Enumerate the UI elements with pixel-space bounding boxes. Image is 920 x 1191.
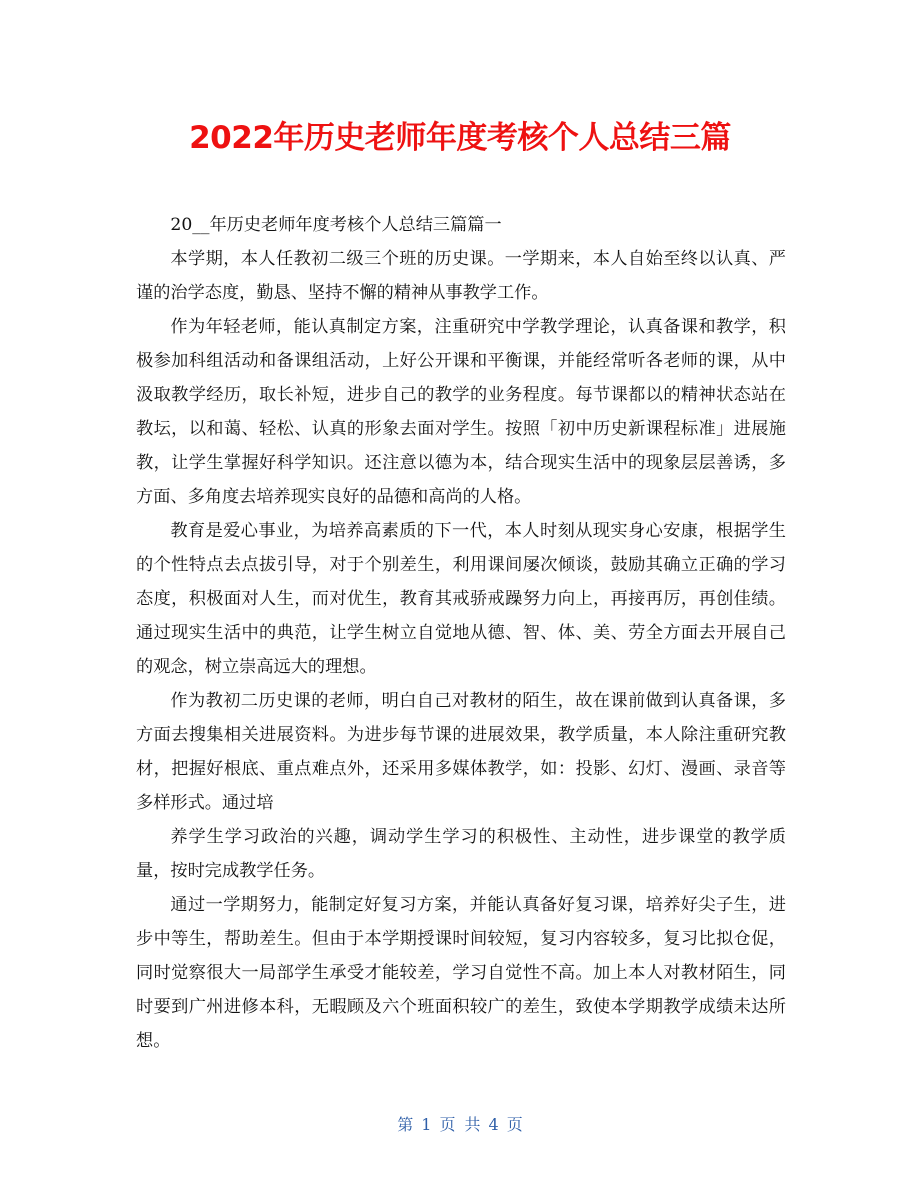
document-body: [136, 208, 786, 1058]
paragraph: 通过一学期努力，能制定好复习方案，并能认真备好复习课，培养好尖子生，进步中等生，帮助差生。但由于本学期授课时间较短，复习内容较多，复习比拟仓促，同时觉察很大一局部学生承受才能较差，学习自觉性不高。加上本人对教材陌生，同时要到广州进修本科，无暇顾及六个班面积较广的差生，致使本学期教学成绩未达所想。: [136, 895, 786, 1051]
footer-total-pages: 4: [488, 1115, 499, 1134]
document-title: 2022年历史老师年度考核个人总结三篇: [189, 120, 731, 156]
paragraph: 养学生学习政治的兴趣，调动学生学习的积极性、主动性，进步课堂的教学质量，按时完成教学任务。: [136, 827, 786, 881]
paragraph: 作为教初二历史课的老师，明白自己对教材的陌生，故在课前做到认真备课，多方面去搜集相关进展资料。为进步每节课的进展效果，教学质量，本人除注重研究教材，把握好根底、重点难点外，还采用多媒体教学，如：投影、幻灯、漫画、录音等多样形式。通过培: [136, 691, 786, 813]
footer-suffix: 页: [506, 1115, 523, 1134]
footer-current-page: 1: [421, 1115, 432, 1134]
footer-middle: 页 共: [439, 1115, 481, 1134]
section-heading: 20__年历史老师年度考核个人总结三篇篇一: [170, 215, 502, 235]
paragraph: 作为年轻老师，能认真制定方案，注重研究中学教学理论，认真备课和教学，积极参加科组活动和备课组活动，上好公开课和平衡课，并能经常听各老师的课，从中汲取教学经历，取长补短，进步自己的教学的业务程度。每节课都以的精神状态站在教坛，以和蔼、轻松、认真的形象去面对学生。按照「初中历史新课程标准」进展施教，让学生掌握好科学知识。还注意以德为本，结合现实生活中的现象层层善诱，多方面、多角度去培养现实良好的品德和高尚的人格。: [136, 317, 786, 507]
page-footer: [0, 1112, 920, 1135]
paragraph: 教育是爱心事业，为培养高素质的下一代，本人时刻从现实身心安康，根据学生的个性特点去点拔引导，对于个别差生，利用课间屡次倾谈，鼓励其确立正确的学习态度，积极面对人生，而对优生，教育其戒骄戒躁努力向上，再接再厉，再创佳绩。通过现实生活中的典范，让学生树立自觉地从德、智、体、美、劳全方面去开展自己的观念，树立崇高远大的理想。: [136, 521, 786, 677]
paragraph: 本学期，本人任教初二级三个班的历史课。一学期来，本人自始至终以认真、严谨的治学态度，勤恳、坚持不懈的精神从事教学工作。: [136, 249, 786, 303]
footer-prefix: 第: [397, 1115, 414, 1134]
